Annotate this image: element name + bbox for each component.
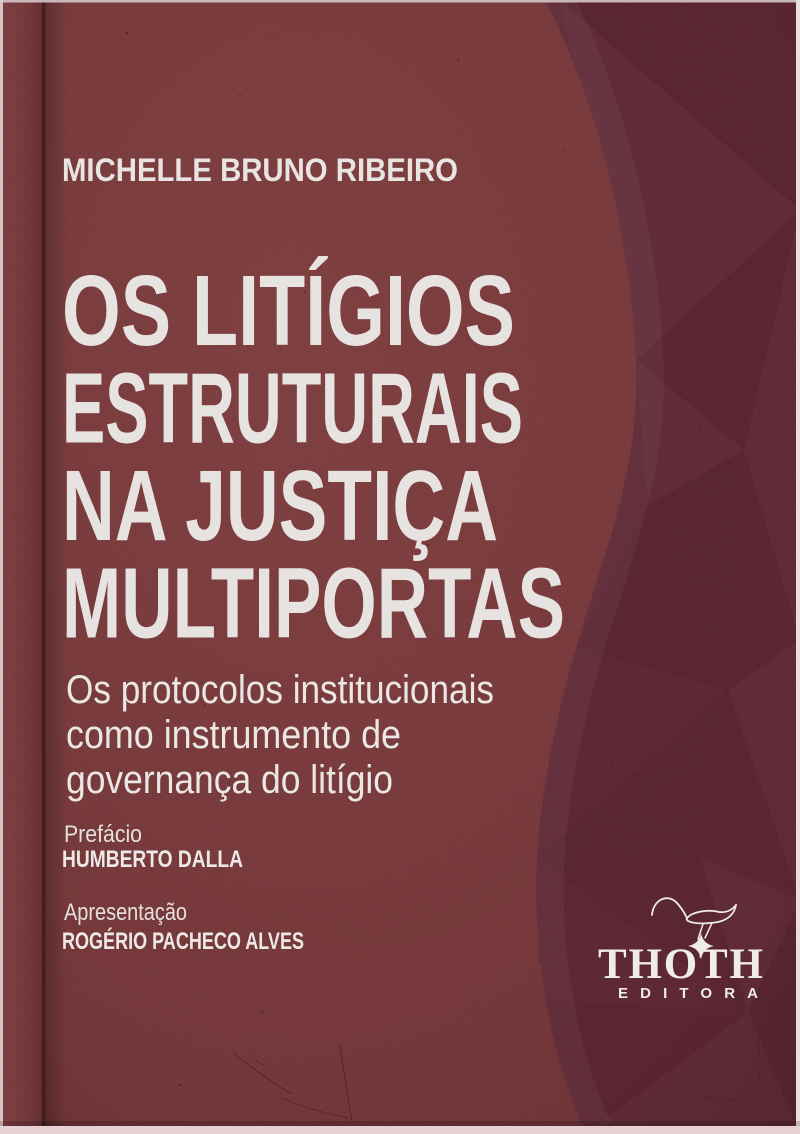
preface-author: HUMBERTO DALLA xyxy=(62,846,243,873)
title-line-2: ESTRUTURAIS xyxy=(62,352,523,465)
subtitle-line-2: como instrumento de xyxy=(66,713,401,757)
subtitle-line-3: governança do litígio xyxy=(66,758,393,802)
title-line-1: OS LITÍGIOS xyxy=(62,255,515,367)
presentation-label: Apresentação xyxy=(64,899,187,926)
presentation-author: ROGÉRIO PACHECO ALVES xyxy=(62,928,385,955)
title-line-3: NA JUSTIÇA xyxy=(62,450,498,562)
publisher-tagline: EDITORA xyxy=(618,985,758,1002)
subtitle-line-1: Os protocolos institucionais xyxy=(66,668,494,712)
publisher-name: THOTH xyxy=(598,941,763,988)
title-line-4: MULTIPORTAS xyxy=(62,547,565,660)
author-name: MICHELLE BRUNO RIBEIRO xyxy=(62,152,458,188)
preface-label: Prefácio xyxy=(64,821,142,848)
